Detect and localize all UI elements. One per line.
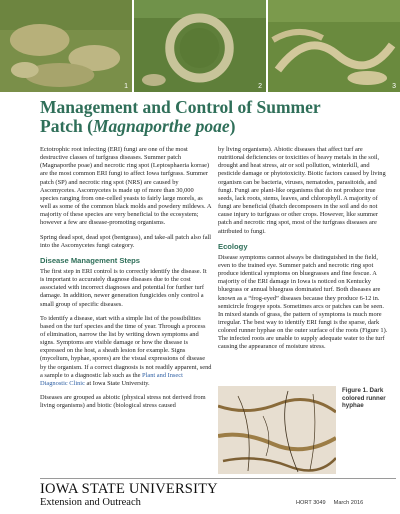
turf-photo-1-image (0, 0, 132, 92)
intro-paragraph: Ectotrophic root infecting (ERI) fungi are one of the most destructive classes of turfgrass diseases. Summer patch (Magnaporthe poae) and necrotic ring spot (Leptosphaeria korrae) are the most common ERI fungi to affect Iowa turfgrass. Summer patch (SP) and necrotic ring spot (NRS) are caused by Ascomycetes. Ascomycetes is made up of more than 30,000 species ranging from one-celled yeasts to fairly large morels, as well as some of the common black molds and powdery mildews. A majority of these species are very beneficial to the ecosystem; however a few are disease-promoting organisms. (40, 146, 212, 227)
diagnosis-paragraph (40, 315, 212, 388)
turf-photo-1 (0, 0, 132, 92)
logo-extension-name: Extension and Outreach (40, 497, 141, 508)
disease-groups-paragraph: Diseases are grouped as abiotic (physical stress not derived from living organisms) and biotic (biological stress caused (40, 394, 206, 410)
turf-photo-2-image (134, 0, 266, 92)
title-line-1: Management and Control of Summer (40, 97, 321, 117)
isu-extension-logo (40, 482, 218, 509)
section-heading-disease-management: Disease Management Steps (40, 255, 141, 265)
title-line-2-suffix: ) (229, 116, 236, 136)
photo-number: 3 (392, 83, 396, 90)
hyphae-micrograph (218, 386, 336, 474)
turf-photo-3 (268, 0, 400, 92)
ecology-paragraph: Disease symptoms cannot always be distinguished in the field, even to the trained eye. Summer patch and necrotic ring spot produce identical symptoms on bluegrasses and fine fescue. A majority of the ERI damage in Iowa is noticed on Kentucky bluegrass or annual bluegrass dominated turf. Both diseases are known as a “frog-eyed” diseases because they produce 6-12 in. semicircle frogeye spots. Sometimes arcs or patches can be seen. In mixed stands of grass, the pattern of symptoms is much more irregular. The best way to identify ERI fungi is the sparse, dark colored runner hyphae on the outer surface of the roots (Figure 1). The infected roots are unable to supply adequate water to the turf causing the appearance of moisture stress. (218, 253, 388, 351)
photo-number: 2 (258, 83, 262, 90)
right-column (218, 146, 390, 358)
biotic-paragraph: by living organisms). Abiotic diseases that affect turf are nutritional deficiencies or toxicities of heavy metals in the soil, drought and heat stress, air or soil pollution, winterkill, and pesticide damage or phytotoxicity. Biotic factors caused by living organism can be bacteria, viruses, nematodes, parasitoids, and fungi. Fungi are plant-like organisms that do not produce true seeds, lack roots, stems, leaves, and chlorophyll. A majority of fungi are beneficial (thatch decomposers in the soil and do not cause injury to turfgrass or other crops. However, like summer patch and necrotic ring spot, most of the turfgrass diseases are attributed to fungi. (218, 146, 386, 235)
diagnosis-text-before: To identify a disease, start with a simple list of the possibilities based on the turf species and the time of year. Through a process of elimination, narrow the list by writing down symptoms and signs. Symptoms are visible damage or how the disease is expressed on the host, a sheath lesion for example. Signs (mycelium, hyphae, spores) are the visual expressions of disease by the organism. If a correct diagnosis is not readily apparent, send a sample to a diagnostic lab such as the (40, 314, 212, 379)
publication-info (296, 500, 363, 506)
photo-number: 1 (124, 83, 128, 90)
logo-university-name: IOWA STATE UNIVERSITY (40, 481, 218, 497)
section-heading-ecology: Ecology (218, 241, 248, 251)
page-title (40, 98, 380, 136)
figure-1-caption: Figure 1. Dark colored runner hyphae (342, 387, 386, 409)
turf-photo-2 (134, 0, 266, 92)
ascomycetes-paragraph: Spring dead spot, dead spot (bentgrass), and take-all patch also fall into the Ascomycetes fungi category. (40, 233, 212, 249)
turf-photo-3-image (268, 0, 400, 92)
identification-paragraph: The first step in ERI control is to correctly identify the disease. It is important to accurately diagnose diseases due to the cost associated with incorrect diagnoses and potential for further turf damage. In addition, newer generation fungicides only control a small group of specific diseases. (40, 267, 207, 308)
footer-divider (40, 478, 396, 479)
publication-date: March 2016 (333, 500, 364, 506)
left-column (40, 146, 212, 416)
diagnosis-text-after: at Iowa State University. (84, 379, 150, 387)
figure-1-image (218, 386, 336, 474)
diagnostic-clinic-link[interactable]: Plant and Insect Diagnostic Clinic (40, 371, 183, 387)
publication-code: HORT 3049 (296, 500, 326, 506)
title-line-2-prefix: Patch ( (40, 116, 93, 136)
header-photo-strip (0, 0, 400, 92)
title-species-name: Magnaporthe poae (92, 116, 230, 136)
